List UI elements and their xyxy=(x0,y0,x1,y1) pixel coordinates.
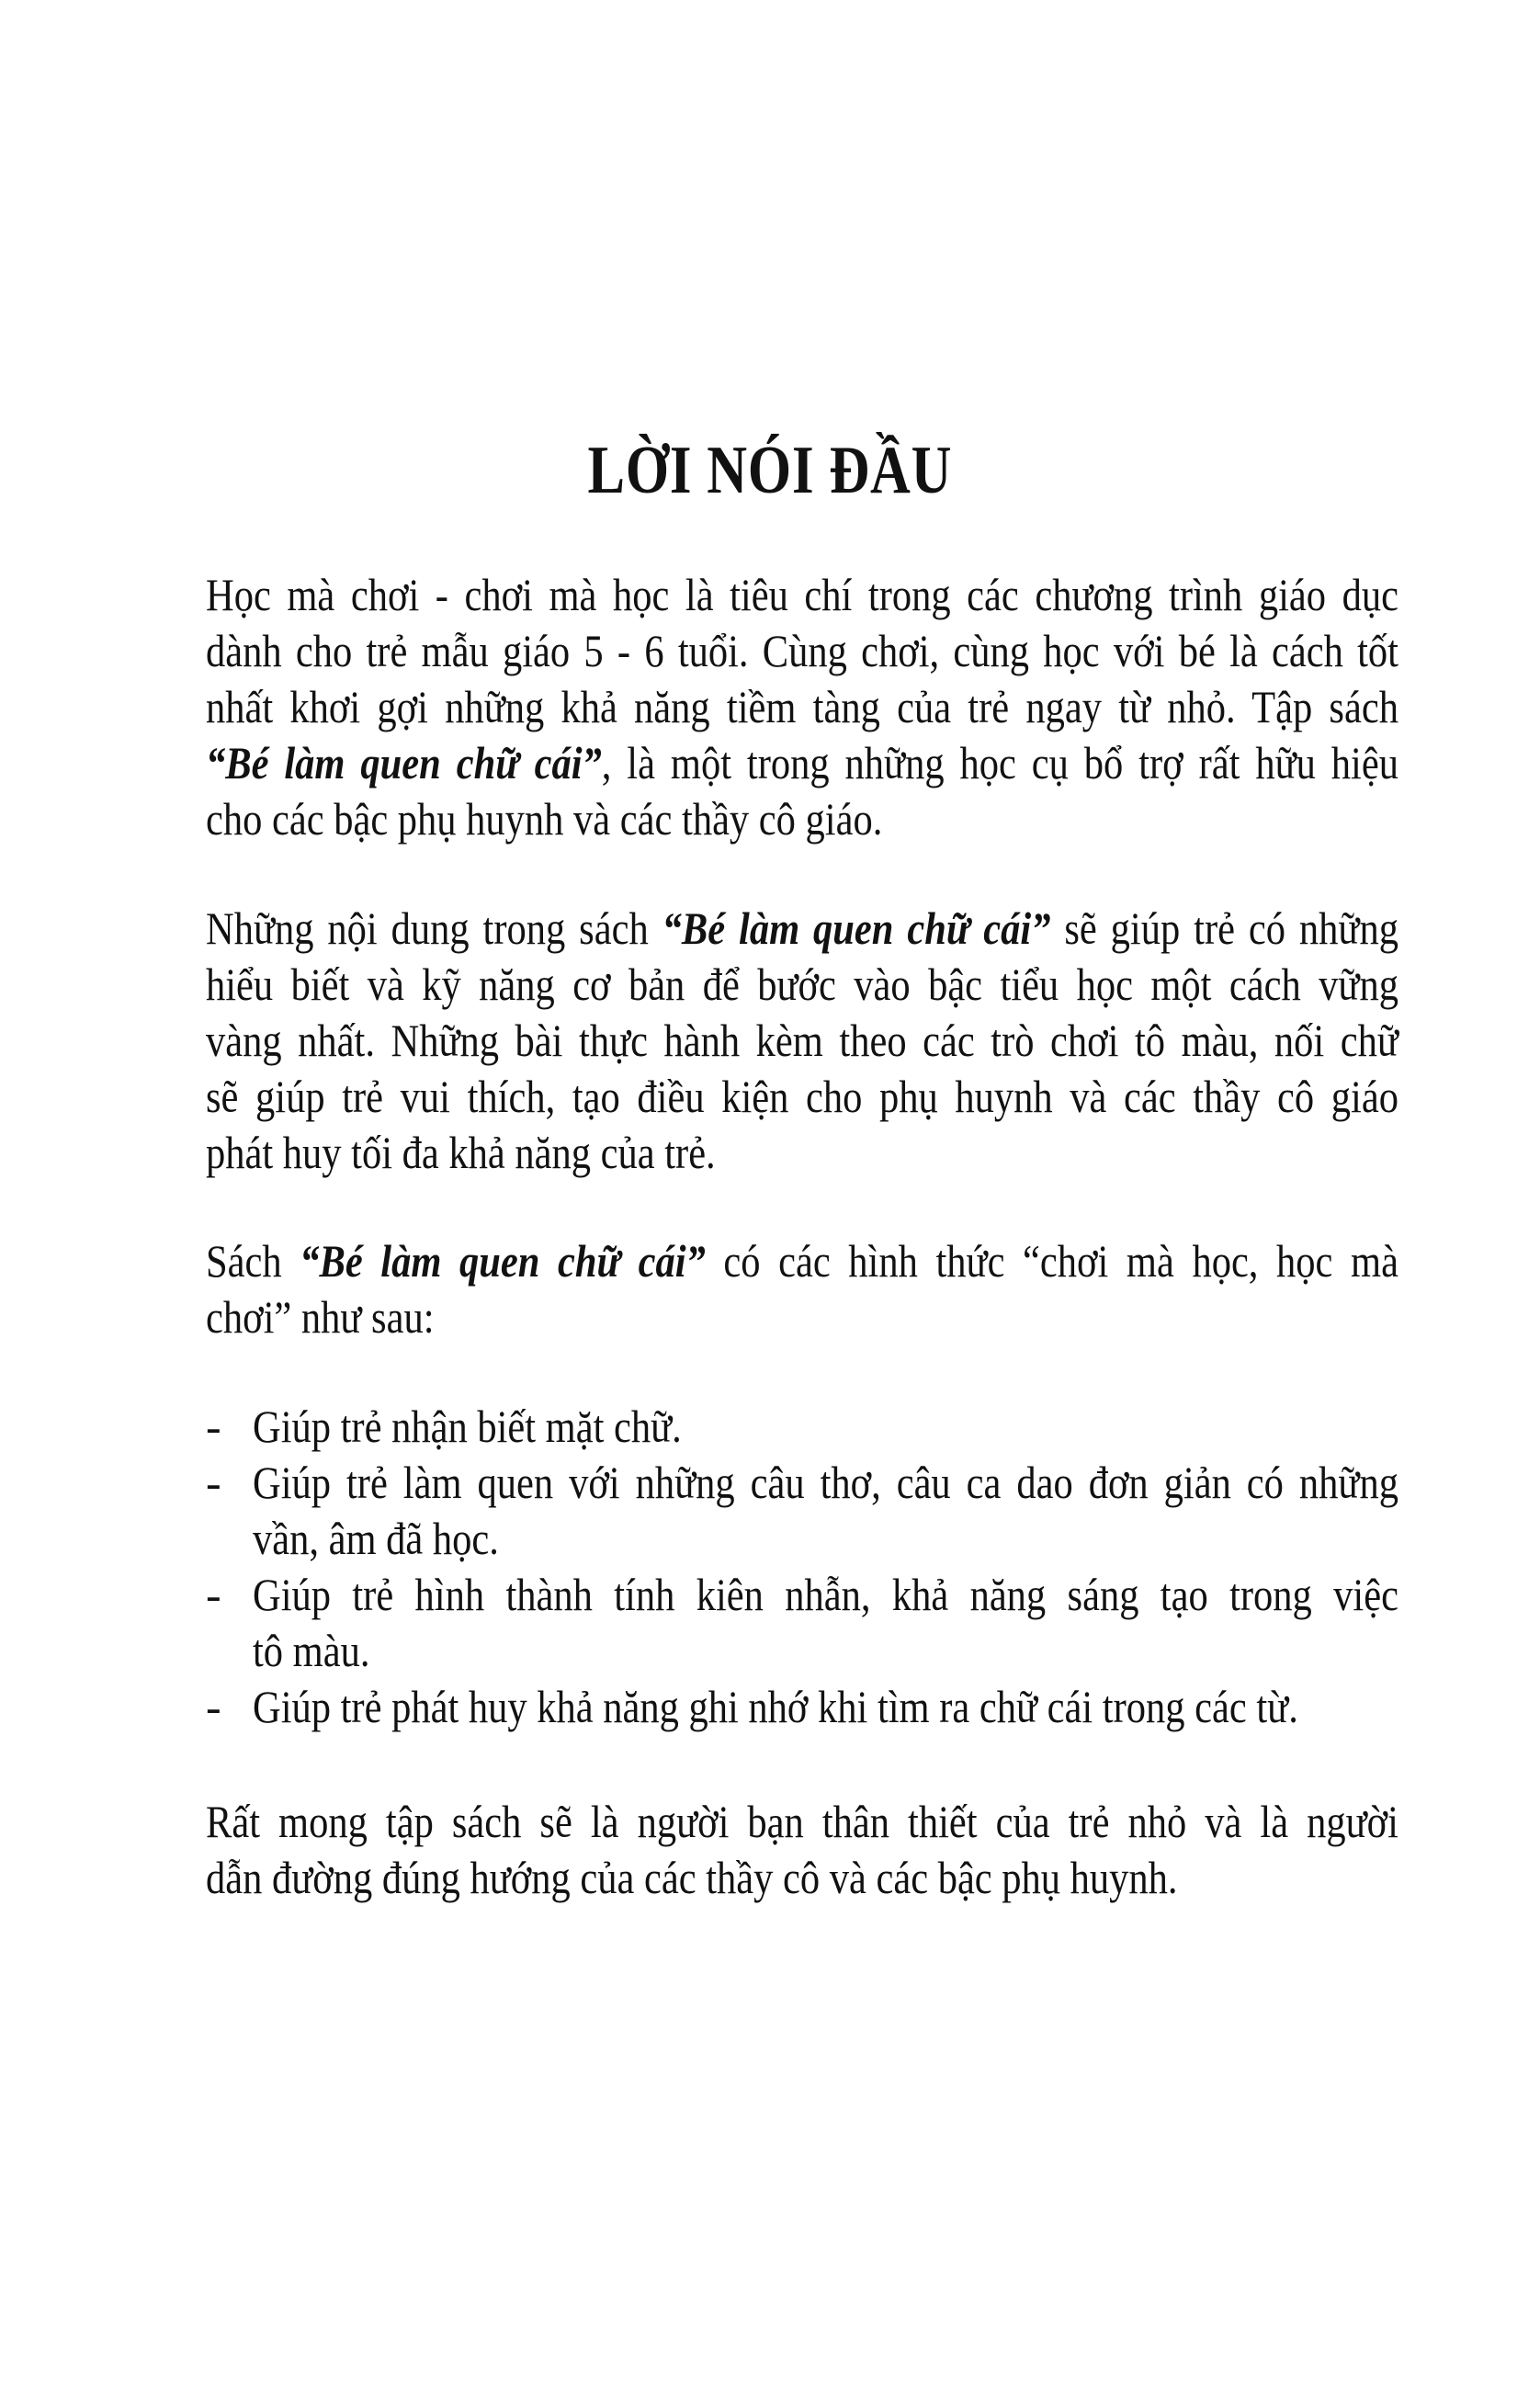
list-item xyxy=(206,1679,1398,1735)
bullet-list xyxy=(206,1399,1398,1735)
book-title: “Bé làm quen chữ cái” xyxy=(206,737,602,788)
paragraph-intro xyxy=(206,567,1398,847)
paragraph-closing xyxy=(206,1794,1398,1906)
bullet-dash: - xyxy=(206,1457,221,1508)
text-line: Giúp trẻ hình thành tính kiên nhẫn, khả năng sáng tạo trong việc xyxy=(253,1569,1398,1620)
page-title xyxy=(0,432,1540,510)
text-line: dẫn đường đúng hướng của các thầy cô và các bậc phụ huynh. xyxy=(206,1852,1178,1903)
text-line: phát huy tối đa khả năng của trẻ. xyxy=(206,1127,716,1178)
text-line: hiểu biết và kỹ năng cơ bản để bước vào bậc tiểu học một cách vững xyxy=(206,958,1398,1010)
paragraph-forms xyxy=(206,1233,1398,1345)
list-item xyxy=(206,1399,1398,1455)
text-line: vàng nhất. Những bài thực hành kèm theo các trò chơi tô màu, nối chữ xyxy=(206,1015,1398,1066)
text-line: Giúp trẻ làm quen với những câu thơ, câu ca dao đơn giản có những xyxy=(253,1457,1398,1508)
text-line: Giúp trẻ phát huy khả năng ghi nhớ khi tìm ra chữ cái trong các từ. xyxy=(253,1681,1298,1732)
bullet-dash: - xyxy=(206,1569,221,1620)
text-line: vần, âm đã học. xyxy=(253,1513,499,1564)
bullet-dash: - xyxy=(206,1401,221,1452)
bullet-dash: - xyxy=(206,1681,221,1732)
text-line: Học mà chơi - chơi mà học là tiêu chí trong các chương trình giáo dục xyxy=(206,569,1398,620)
book-title: “Bé làm quen chữ cái” xyxy=(300,1235,706,1287)
list-item xyxy=(206,1567,1398,1679)
list-item xyxy=(206,1455,1398,1567)
text-line: chơi” như sau: xyxy=(206,1291,435,1343)
text-line: dành cho trẻ mẫu giáo 5 - 6 tuổi. Cùng chơi, cùng học với bé là cách tốt xyxy=(206,625,1398,676)
text-line: Những nội dung trong sách “Bé làm quen chữ cái” sẽ giúp trẻ có những xyxy=(206,902,1398,954)
text-line: nhất khơi gợi những khả năng tiềm tàng của trẻ ngay từ nhỏ. Tập sách xyxy=(206,681,1398,732)
title-text: LỜI NÓI ĐẦU xyxy=(587,433,953,508)
text-line: tô màu. xyxy=(253,1625,370,1676)
text-line: Rất mong tập sách sẽ là người bạn thân thiết của trẻ nhỏ và là người xyxy=(206,1796,1398,1847)
paragraph-content xyxy=(206,901,1398,1181)
text-line: cho các bậc phụ huynh và các thầy cô giáo. xyxy=(206,793,883,845)
text-line: Giúp trẻ nhận biết mặt chữ. xyxy=(253,1401,682,1452)
text-line: Sách “Bé làm quen chữ cái” có các hình thức “chơi mà học, học mà xyxy=(206,1235,1398,1287)
book-title: “Bé làm quen chữ cái” xyxy=(662,902,1051,954)
text-line: sẽ giúp trẻ vui thích, tạo điều kiện cho phụ huynh và các thầy cô giáo xyxy=(206,1071,1398,1122)
text-line: “Bé làm quen chữ cái”, là một trong những học cụ bổ trợ rất hữu hiệu xyxy=(206,737,1398,788)
